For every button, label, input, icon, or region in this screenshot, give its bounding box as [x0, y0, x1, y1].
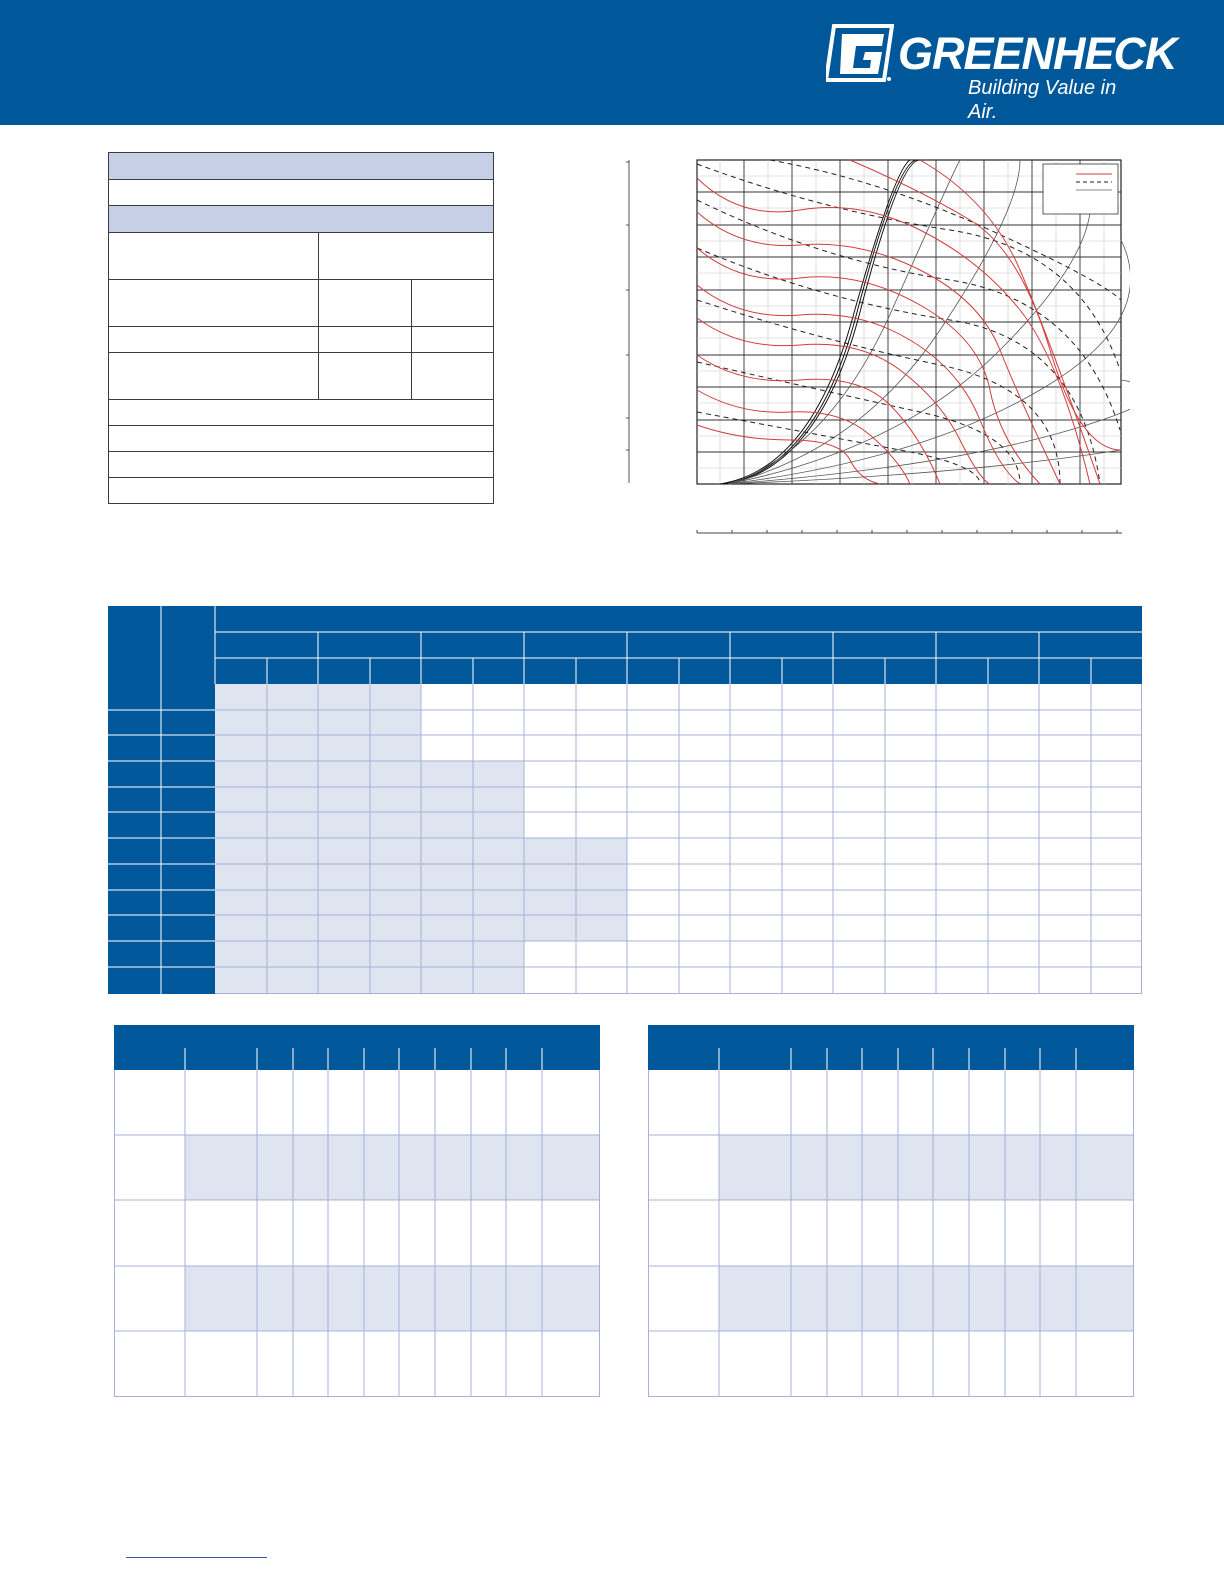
small-table-right-grid [648, 1025, 1134, 1397]
spec-box-row [109, 233, 493, 280]
footer-link-underline[interactable] [126, 1557, 267, 1558]
performance-table [108, 606, 1142, 994]
small-table-right [648, 1025, 1134, 1397]
spec-box [108, 152, 494, 504]
spec-box-row [109, 327, 493, 353]
spec-box-header [109, 153, 493, 180]
spec-box-row [109, 426, 493, 452]
greenheck-logo [826, 24, 1177, 123]
small-table-left-grid [114, 1025, 600, 1397]
spec-box-row [109, 400, 493, 426]
spec-box-row [109, 280, 493, 327]
chart-legend [1043, 164, 1118, 214]
spec-box-divider [411, 280, 412, 400]
performance-chart [620, 150, 1130, 545]
spec-box-divider [318, 233, 319, 400]
spec-box-subheader [109, 206, 493, 233]
spec-box-row [109, 180, 493, 206]
spec-box-row [109, 353, 493, 400]
side-lines [108, 684, 215, 994]
header-lines [161, 606, 1142, 684]
brand-tagline: Building Value in Air. [968, 77, 1117, 123]
small-table-left [114, 1025, 600, 1397]
greenheck-mark-icon [826, 24, 894, 84]
brand-name: GREENHECK [898, 28, 1177, 79]
performance-table-grid [108, 606, 1142, 994]
spec-box-row [109, 452, 493, 478]
